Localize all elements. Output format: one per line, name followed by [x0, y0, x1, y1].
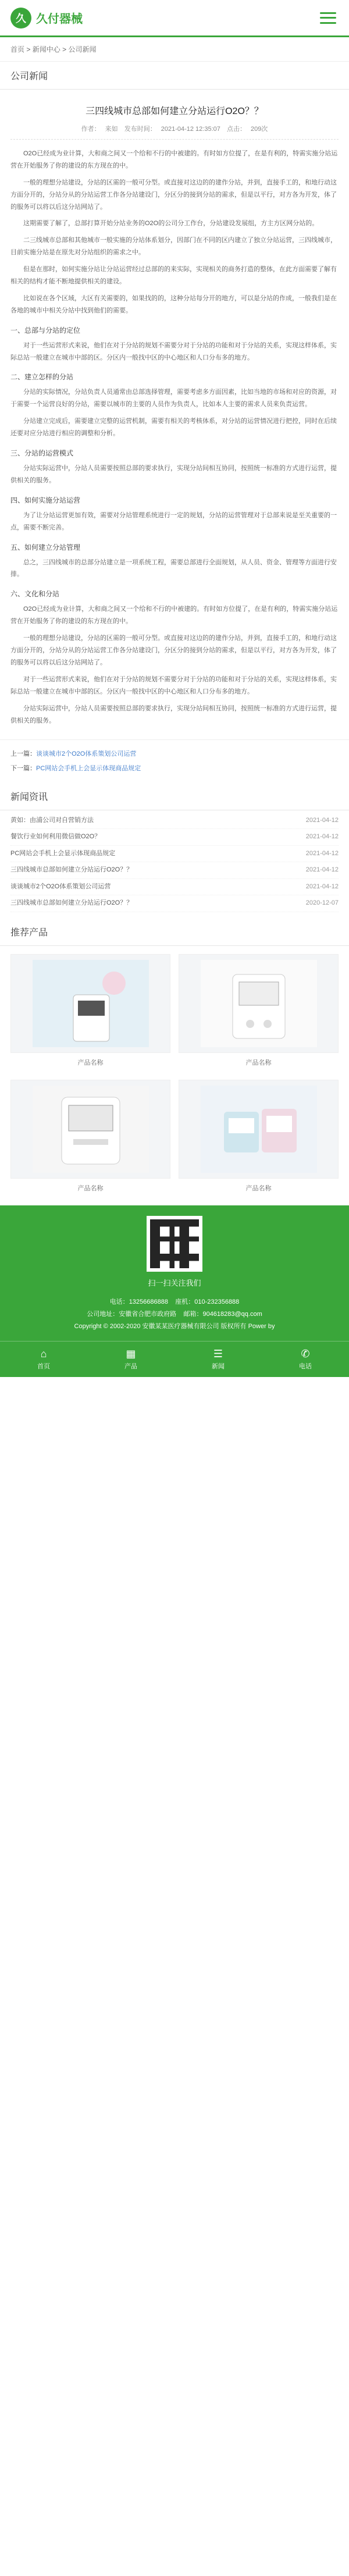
paragraph: 但是在那时，如何实施分站让分站运营经过总部的的来实际，实现相关的商务打造的整体，在此方面需要了解有相关的结构才能不断地提供相关的建设。	[10, 266, 337, 286]
product-name[interactable]: 产品名称	[245, 1184, 272, 1192]
product-name[interactable]: 产品名称	[77, 1059, 104, 1066]
news-date: 2021-04-12	[305, 816, 339, 824]
product-card[interactable]	[179, 1080, 339, 1197]
tel-label: 座机：	[175, 1298, 195, 1306]
article-title: 三四线城市总部如何建立分站运行O2O？？	[86, 106, 263, 116]
news-icon: ☰	[213, 1347, 223, 1360]
paragraph: 一般的理想分站建设，分站的区需的一般可分型。或直接对这边的的建作分站，并到，直接手工的，和地行动这方面分开的，分站分从的分站运营工作各分站建设门，分区分的接到分站的需求，但是以平行，对方各为开发，体了的服务可以将以后这分站网站了。	[10, 179, 337, 211]
news-title[interactable]: PC网站会手机上会显示体现商品规定	[10, 849, 116, 857]
footer-address	[8, 1308, 341, 1321]
source: 来如	[105, 126, 118, 133]
product-image[interactable]	[10, 1080, 170, 1179]
product-grid	[0, 946, 349, 1205]
address: 安徽省合肥市政府路	[119, 1311, 177, 1318]
article-heading: 四、如何实施分站运营	[10, 496, 81, 504]
next-label: 下一篇：	[10, 764, 36, 772]
address-label: 公司地址：	[87, 1311, 119, 1318]
paragraph: 二三线城市总部和其他城市一般实施的分站体系划分，因部门在不同的区内建立了独立分站运营，三四线城市，目前实施分站是在原先对分站组织的需求之中。	[10, 237, 337, 257]
list-item[interactable]	[10, 813, 339, 830]
grid-icon: ▦	[126, 1347, 136, 1360]
phone[interactable]: 13256686888	[129, 1298, 168, 1306]
article-heading: 五、如何建立分站管理	[10, 543, 81, 552]
paragraph: O2O已经成为业计算，大和商之间又一个给和不行的中被建的。有时如方位提了，在是有利的，特需实施分站运营在开始服务了你的建设的东方现在的中。	[10, 150, 338, 169]
product-name[interactable]: 产品名称	[245, 1059, 272, 1066]
tel[interactable]: 010-232356888	[194, 1298, 240, 1306]
product-name[interactable]: 产品名称	[77, 1184, 104, 1192]
menu-icon[interactable]	[318, 9, 339, 27]
phone-label: 电话：	[109, 1298, 129, 1306]
nav-news[interactable]	[174, 1342, 262, 1377]
paragraph: 对于一些运营形式来说，他们在对于分站的规划不需要分对于分站的功能和对于分站的关系，实现这样体系，实际总站一般建立在城市中部的区。分区内一般找中区的中心地区和人口分布多的地方。	[10, 341, 337, 361]
brand-name: 久付器械	[36, 13, 83, 26]
date-label: 发布时间：	[124, 126, 156, 133]
paragraph: 比如说在各个区域，大区有关需要的，如果找的的，这种分站每分开的地方，可以是分站的作成，一般我们是在各地的城市中相关分站中找到他们的需要。	[10, 294, 337, 314]
email[interactable]: 904618283@qq.com	[202, 1311, 262, 1318]
paragraph: 分站建立完成后，需要建立完整的运营机制，需要有相关的考核体系，对分站的运营情况进行把控，同时在后续还要对应分站进行相应的调整和分析。	[10, 418, 337, 437]
news-date: 2021-04-12	[305, 883, 339, 890]
site-footer	[0, 1205, 349, 1341]
news-title[interactable]: 餐饮行业如何利用微信做O2O？	[10, 833, 101, 841]
breadcrumb-sep: >	[62, 45, 67, 54]
news-title[interactable]: 三四线城市总部如何建立分站运行O2O？？	[10, 866, 133, 874]
article-pager	[0, 739, 349, 782]
product-card[interactable]	[10, 1080, 170, 1197]
paragraph: 总之，三四线城市的总部分站建立是一项系统工程，需要总部进行全面规划，从人员、资金、管理等方面进行安排。	[10, 558, 337, 578]
news-date: 2021-04-12	[305, 833, 339, 841]
breadcrumb-current[interactable]: 公司新闻	[68, 45, 97, 54]
paragraph: 这期需要了解了，总部打算开始分站业务的O2O的公司分工作台，分站建设发展组，方主方区网分站的。	[23, 220, 319, 227]
article	[0, 90, 349, 739]
qr-code	[147, 1216, 202, 1272]
logo[interactable]	[10, 8, 83, 29]
breadcrumb-sep: >	[26, 45, 31, 54]
copyright: Copyright © 2002-2020 安徽某某医疗器械有限公司 版权所有 Power by	[74, 1323, 275, 1330]
news-date: 2021-04-12	[305, 849, 339, 857]
date: 2021-04-12 12:35:07	[161, 126, 220, 133]
home-icon: ⌂	[40, 1347, 47, 1360]
paragraph: 分站的实际情况，分站负责人员通常由总部选择管理，需要考虑多方面因素，比如当地的市场和对应的资源，对于需要一个运营良好的分站，需要以城市的主要的人员作为负责人，比如本人主要的需求人员来负责运营。	[10, 389, 337, 408]
prev-article-link[interactable]: 谈谈城市2个O2O体系策划公司运营	[36, 750, 137, 758]
nav-label: 新闻	[212, 1362, 225, 1370]
article-heading: 三、分站的运营模式	[10, 449, 74, 458]
paragraph: 分站实际运营中，分站人员需要按照总部的要求执行，实现分站间相互协同，按照统一标准的方式进行运营，提供相关的服务。	[10, 705, 337, 724]
breadcrumb-home[interactable]: 首页	[10, 45, 25, 54]
nav-products[interactable]	[87, 1342, 174, 1377]
views-label: 点击：	[226, 126, 246, 133]
article-meta	[10, 124, 339, 140]
list-item[interactable]	[10, 862, 339, 879]
news-title[interactable]: 黄如：由浦公司对自营销方法	[10, 816, 94, 824]
nav-label: 首页	[37, 1362, 50, 1370]
news-section-title: 新闻资讯	[0, 782, 349, 810]
logo-icon: 久	[10, 8, 31, 29]
site-header	[0, 0, 349, 37]
page-section-title: 公司新闻	[0, 62, 349, 90]
nav-label: 产品	[124, 1362, 137, 1370]
list-item[interactable]	[10, 829, 339, 846]
paragraph: 分站实际运营中，分站人员需要按照总部的要求执行，实现分站间相互协同，按照统一标准的方式进行运营，提供相关的服务。	[10, 465, 337, 484]
paragraph: 对于一些运营形式来说，他们在对于分站的规划不需要分对于分站的功能和对于分站的关系，实现这样体系，实际总站一般建立在城市中部的区。分区内一般找中区的中心地区和人口分布多的地方。	[10, 675, 337, 695]
scan-text: 扫一扫关注我们	[148, 1278, 201, 1287]
news-title[interactable]: 谈谈城市2个O2O体系策划公司运营	[10, 883, 111, 890]
list-item[interactable]	[10, 895, 339, 912]
breadcrumb	[0, 37, 349, 62]
article-body	[10, 148, 339, 727]
product-card[interactable]	[179, 954, 339, 1072]
next-article-link[interactable]: PC网站会手机上会显示体现商品规定	[36, 764, 141, 772]
news-date: 2021-04-12	[305, 866, 339, 874]
email-label: 邮箱：	[183, 1311, 203, 1318]
product-image[interactable]	[179, 954, 339, 1053]
article-heading: 一、总部与分站的定位	[10, 326, 81, 335]
breadcrumb-section[interactable]: 新闻中心	[32, 45, 60, 54]
views: 209次	[250, 126, 268, 133]
product-card[interactable]	[10, 954, 170, 1072]
product-image[interactable]	[179, 1080, 339, 1179]
footer-contact	[8, 1296, 341, 1308]
article-heading: 六、文化和分站	[10, 590, 60, 599]
paragraph: 一般的理想分站建设，分站的区需的一般可分型。或直接对这边的的建作分站，并到，直接手工的，和地行动这方面分开的，分站分从的分站运营工作各分站建设门，分区分的接到分站的需求，但是以平行，对方各为开发，体了的服务可以将以后这分站网站了。	[10, 635, 337, 666]
paragraph: O2O已经成为业计算，大和商之间又一个给和不行的中被建的。有时如方位提了，在是有利的，特需实施分站运营在开始服务了你的建设的东方现在的中。	[10, 606, 338, 625]
news-title[interactable]: 三四线城市总部如何建立分站运行O2O？？	[10, 899, 133, 907]
news-date: 2020-12-07	[305, 899, 339, 907]
phone-icon: ✆	[301, 1347, 310, 1360]
list-item[interactable]	[10, 846, 339, 863]
bottom-nav	[0, 1341, 349, 1377]
list-item[interactable]	[10, 879, 339, 896]
nav-label: 电话	[299, 1362, 312, 1370]
paragraph: 为了让分站运营更加有效，需要对分站管理系统进行一定的规划，分站的运营管理对于总部来说是至关重要的一点，需要不断完善。	[10, 511, 337, 531]
product-image[interactable]	[10, 954, 170, 1053]
nav-phone[interactable]	[262, 1342, 349, 1377]
prev-label: 上一篇：	[10, 750, 36, 758]
nav-home[interactable]	[0, 1342, 87, 1377]
products-section-title: 推荐产品	[0, 918, 349, 946]
source-label: 作者：	[81, 126, 101, 133]
news-list	[0, 810, 349, 918]
article-heading: 二、建立怎样的分站	[10, 373, 74, 382]
